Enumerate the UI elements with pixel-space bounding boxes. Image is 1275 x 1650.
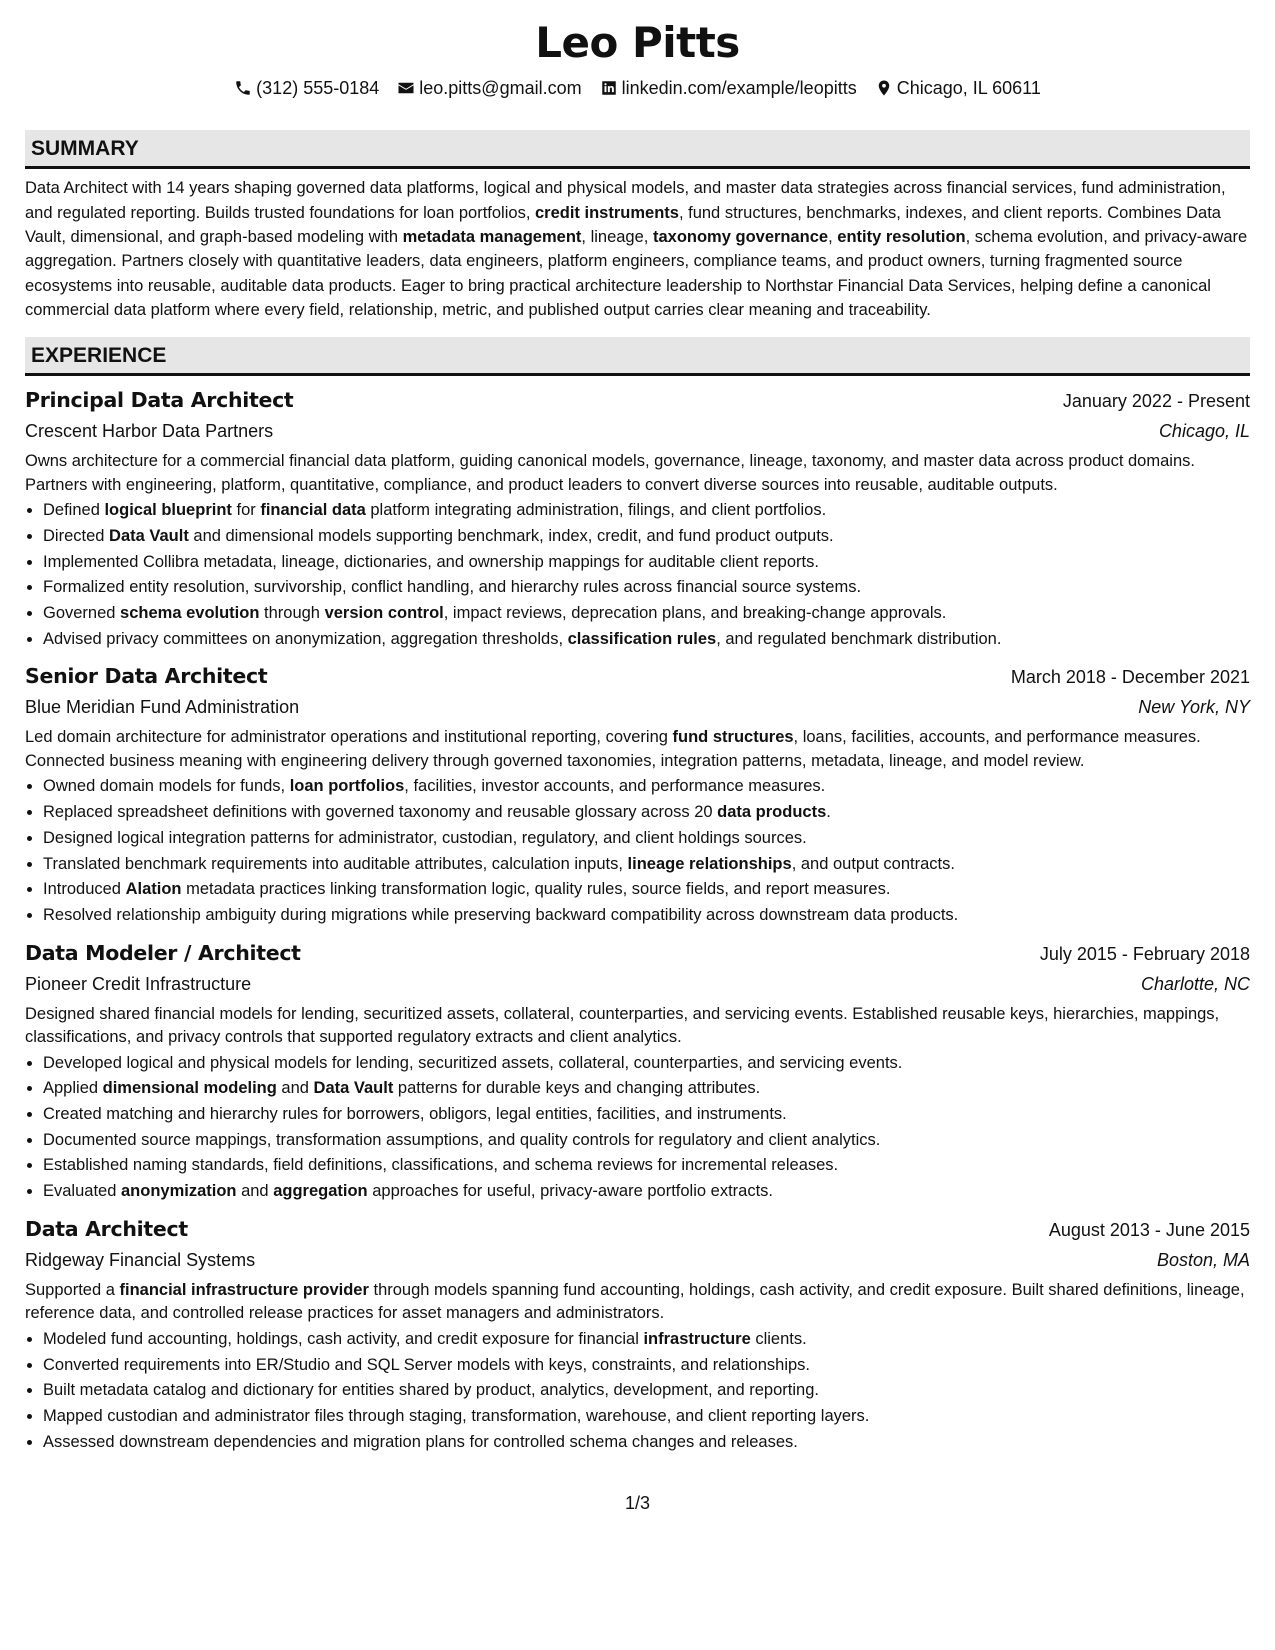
job-bullets	[25, 1051, 1250, 1205]
contact-email[interactable]	[397, 76, 581, 100]
location-text: Chicago, IL 60611	[896, 78, 1041, 99]
emphasis-text: infrastructure	[643, 1329, 751, 1348]
bullet-item: • Assessed downstream dependencies and migration plans for controlled schema changes and releases.	[43, 1430, 1250, 1456]
job-description: Led domain architecture for administrator operations and institutional reporting, covering fund structures, loans, facilities, accounts, and performance measures. Connected business meaning with engineering delivery through governed taxonomies, integration patterns, metadata, lineage, and model review.	[25, 728, 1201, 770]
job-entry	[25, 385, 1250, 652]
bullet-item: • Evaluated anonymization and aggregation approaches for useful, privacy-aware portfolio extracts.	[43, 1179, 1250, 1205]
job-location: Chicago, IL	[1158, 421, 1250, 442]
job-title-row	[25, 938, 1250, 969]
map-pin-icon	[875, 79, 893, 97]
job-company: Crescent Harbor Data Partners	[25, 421, 274, 442]
bullet-item: • Replaced spreadsheet definitions with governed taxonomy and reusable glossary across 20 data products.	[43, 800, 1250, 826]
emphasis-text: fund structures	[672, 728, 794, 747]
job-description: Designed shared financial models for lending, securitized assets, collateral, counterparties, and servicing events. Established reusable keys, hierarchies, mappings, classifications, and privacy controls that supported regulatory extracts and client analytics.	[25, 1004, 1220, 1047]
bullet-item: • Owned domain models for funds, loan portfolios, facilities, investor accounts, and performance measures.	[43, 774, 1250, 800]
bullet-item: • Formalized entity resolution, survivorship, conflict handling, and hierarchy rules across financial source systems.	[43, 575, 1250, 601]
experience-heading: EXPERIENCE	[25, 337, 1250, 376]
job-bullets	[25, 774, 1250, 928]
job-title: Principal Data Architect	[25, 388, 294, 413]
bullet-item: • Translated benchmark requirements into auditable attributes, calculation inputs, lineage relationships, and output contracts.	[43, 852, 1250, 878]
bullet-item: • Defined logical blueprint for financial data platform integrating administration, filings, and client portfolios.	[43, 498, 1250, 524]
job-title-row	[25, 385, 1250, 416]
contact-phone[interactable]	[234, 76, 379, 100]
bullet-item: • Applied dimensional modeling and Data Vault patterns for durable keys and changing attributes.	[43, 1076, 1250, 1102]
emphasis-text: logical blueprint	[104, 501, 232, 520]
job-company-row	[25, 416, 1250, 446]
email-text: leo.pitts@gmail.com	[419, 78, 582, 99]
job-title: Senior Data Architect	[25, 664, 268, 689]
phone-icon	[234, 79, 252, 97]
bullet-item: • Mapped custodian and administrator files through staging, transformation, warehouse, and client reporting layers.	[43, 1404, 1250, 1430]
job-entry	[25, 938, 1250, 1205]
job-entry	[25, 661, 1250, 928]
job-company-row	[25, 1245, 1250, 1275]
bullet-item: • Established naming standards, field definitions, classifications, and schema reviews for incremental releases.	[43, 1153, 1250, 1179]
job-company-row	[25, 969, 1250, 999]
job-company-row	[25, 692, 1250, 722]
job-company: Blue Meridian Fund Administration	[25, 697, 300, 718]
bullet-item: • Resolved relationship ambiguity during migrations while preserving backward compatibility across downstream data products.	[43, 903, 1250, 929]
emphasis-text: aggregation	[273, 1182, 368, 1201]
bullet-item: • Developed logical and physical models for lending, securitized assets, collateral, counterparties, and servicing events.	[43, 1051, 1250, 1077]
job-location: Boston, MA	[1156, 1249, 1250, 1270]
job-title: Data Modeler / Architect	[25, 940, 301, 965]
emphasis-text: classification rules	[567, 629, 717, 648]
job-dates: March 2018 - December 2021	[1010, 667, 1250, 688]
linkedin-text: linkedin.com/example/leopitts	[621, 78, 857, 99]
job-dates: July 2015 - February 2018	[1039, 943, 1250, 964]
bullet-item: • Directed Data Vault and dimensional models supporting benchmark, index, credit, and fund product outputs.	[43, 524, 1250, 550]
phone-text: (312) 555-0184	[256, 78, 380, 99]
emphasis-text: anonymization	[120, 1182, 237, 1201]
bullet-item: • Implemented Collibra metadata, lineage, dictionaries, and ownership mappings for auditable client reports.	[43, 550, 1250, 576]
bullet-item: • Governed schema evolution through version control, impact reviews, deprecation plans, and breaking-change approvals.	[43, 601, 1250, 627]
job-location: New York, NY	[1138, 697, 1250, 718]
emphasis-text: financial data	[260, 501, 366, 520]
emphasis-text: financial infrastructure provider	[119, 1280, 369, 1299]
summary-text: Data Architect with 14 years shaping governed data platforms, logical and physical models, and master data strategies across financial services, fund administration, and regulated reporting. Builds trusted foundations for loan portfolios, credit instruments, fund structures, benchmarks, indexes, and client reports. Combines Data Vault, dimensional, and graph-based modeling with metadata management, lineage, taxonomy governance, entity resolution, schema evolution, and privacy-aware aggregation. Partners closely with quantitative leaders, data engineers, platform engineers, compliance teams, and product owners, turning fragmented source ecosystems into reusable, auditable data products. Eager to bring practical architecture leadership to Northstar Financial Data Services, helping define a canonical commercial data platform where every field, relationship, metric, and published output carries clear meaning and traceability.	[25, 179, 1248, 319]
job-company: Ridgeway Financial Systems	[25, 1249, 256, 1270]
job-title-row	[25, 1214, 1250, 1245]
job-dates: August 2013 - June 2015	[1048, 1219, 1250, 1240]
emphasis-text: version control	[324, 603, 444, 622]
bullet-item: • Built metadata catalog and dictionary for entities shared by product, analytics, development, and reporting.	[43, 1378, 1250, 1404]
emphasis-text: schema evolution	[120, 603, 260, 622]
job-entry	[25, 1214, 1250, 1456]
bullet-item: • Documented source mappings, transformation assumptions, and quality controls for regulatory and client analytics.	[43, 1128, 1250, 1154]
job-bullets	[25, 1327, 1250, 1456]
emphasis-text: dimensional modeling	[102, 1079, 277, 1098]
emphasis-text: Alation	[125, 880, 182, 899]
candidate-name: Leo Pitts	[535, 18, 740, 67]
bullet-item: • Advised privacy committees on anonymization, aggregation thresholds, classification rules, and regulated benchmark distribution.	[43, 627, 1250, 653]
job-description: Supported a financial infrastructure provider through models spanning fund accounting, holdings, cash activity, and credit exposure. Built shared definitions, lineage, reference data, and controlled release practices for asset managers and administrators.	[25, 1280, 1245, 1323]
emphasis-text: loan portfolios	[289, 777, 405, 796]
emphasis-text: credit instruments	[535, 203, 679, 222]
emphasis-text: taxonomy governance	[652, 227, 829, 246]
job-title-row	[25, 661, 1250, 692]
emphasis-text: Data Vault	[109, 526, 189, 545]
emphasis-text: entity resolution	[837, 227, 966, 246]
envelope-icon	[397, 79, 415, 97]
bullet-item: • Converted requirements into ER/Studio and SQL Server models with keys, constraints, and relationships.	[43, 1353, 1250, 1379]
job-description: Owns architecture for a commercial financial data platform, guiding canonical models, governance, lineage, taxonomy, and master data across product domains. Partners with engineering, platform, quantitative, compliance, and product leaders to convert diverse sources into reusable, auditable outputs.	[25, 452, 1195, 494]
bullet-item: • Designed logical integration patterns for administrator, custodian, regulatory, and client holdings sources.	[43, 826, 1250, 852]
emphasis-text: Data Vault	[313, 1079, 394, 1098]
linkedin-icon	[600, 79, 618, 97]
contact-bar	[25, 76, 1250, 100]
bullet-item: • Modeled fund accounting, holdings, cash activity, and credit exposure for financial infrastructure clients.	[43, 1327, 1250, 1353]
job-bullets	[25, 498, 1250, 652]
bullet-item: • Introduced Alation metadata practices linking transformation logic, quality rules, source fields, and report measures.	[43, 877, 1250, 903]
contact-location	[875, 76, 1041, 100]
job-company: Pioneer Credit Infrastructure	[25, 973, 252, 994]
emphasis-text: lineage relationships	[627, 854, 792, 873]
emphasis-text: metadata management	[402, 227, 582, 246]
resume-page	[25, 18, 1250, 1455]
bullet-item: • Created matching and hierarchy rules for borrowers, obligors, legal entities, facilities, and instruments.	[43, 1102, 1250, 1128]
job-title: Data Architect	[25, 1216, 188, 1241]
job-location: Charlotte, NC	[1140, 973, 1250, 994]
experience-list	[25, 385, 1250, 1455]
page-number: 1/3	[624, 1493, 651, 1513]
summary-heading: SUMMARY	[25, 130, 1250, 169]
emphasis-text: data products	[717, 803, 827, 822]
job-dates: January 2022 - Present	[1062, 391, 1250, 412]
contact-linkedin[interactable]	[600, 76, 857, 100]
